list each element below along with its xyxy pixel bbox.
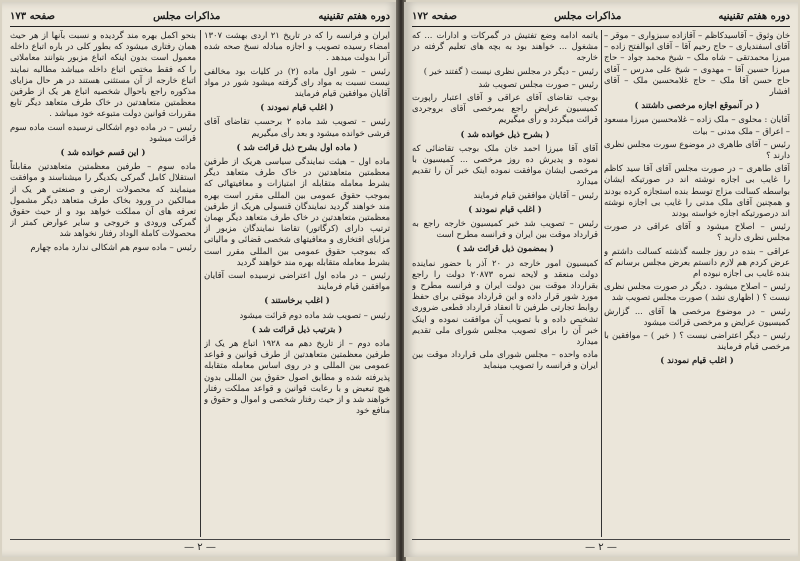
header-title: مذاکرات مجلس: [554, 10, 622, 22]
column-divider: [200, 30, 201, 537]
note: ( بترتیب ذیل قرائت شد ): [251, 323, 343, 334]
paragraph: رئیس – دیگر اعتراضی نیست ؟ ( خیر ) – موافقین با مرخصی قیام فرمایند: [604, 330, 790, 352]
paragraph: رئیس – آقایان موافقین قیام فرمایند: [473, 189, 598, 200]
footer-rule: [10, 539, 390, 540]
header-series: دوره هفتم تقنینیه: [318, 10, 390, 22]
column-left: [412, 30, 598, 537]
note: ( اغلب قیام نمودند ): [660, 355, 734, 366]
note: ( اغلب قیام نمودند ): [468, 203, 542, 214]
note: ( بمضمون ذیل قرائت شد ): [456, 243, 554, 254]
paragraph: عراقی – بنده در روز جلسه گذشته کسالت داشتم و عرض کردم هم لازم دانستم بعرض مجلس برسانم که بنده غایب بی اجازه نبوده ام: [604, 245, 790, 279]
paragraph: کمیسیون امور خارجه در ۲۰ آذر با حضور نماینده دولت منعقد و لایحه نمره ۲۰۸۷۳ دولت را راجع بقرارداد موقت بین دولت ایران و فرانسه مطرح و مورد شور قرار داده و این قرارداد موقتی برای حفظ روابط تجارتی طرفین تا انعقاد قرارداد قطعی ضروری تشخیص داده و با تصویب آن موافقت نموده و اینک خبر آن را برای تصویب مجلس شورای ملی تقدیم میدارد: [412, 257, 598, 347]
header-page-number: صفحه ۱۷۲: [412, 10, 457, 22]
text-columns: [412, 30, 790, 537]
page-header: [412, 8, 790, 24]
paragraph: ماده اول – هیئت نمایندگی سیاسی هریک از طرفین معظمتین متعاهدتین در خاک طرف متعاهد دیگر بشرط معامله متقابله از امتیازات و معافیتهائی که بموجب حقوق عمومی بین المللی مقرر است بهره مند خواهند گردید نمایندگان قنسولی هریک از طرفین معظمتین متعاهدتین در خاک طرف متعاهد دیگر بهمان ترتیب دارای (کرگاتور) تقاضا نمایندگان مزبور از مزایای افتخاری و معافیتهای شخصی قضائی و مالیاتی که بموجب حقوق عمومی بین المللی مقرر است بشرط معامله متقابله بهره مند خواهند گردید: [204, 156, 390, 267]
paragraph: بنحو اکمل بهره مند گردیده و نسبت بآنها از هر حیث همان رفتاری میشود که بطور کلی در باره اتباع داخله معمول است بدون اینکه اتباع مزبور بتوانند معاملاتی را که فقط مختص اتباع داخله میباشد مطالبه نمایند اتباع خارجه از آن مستثنی هستند در هر حال مزایای مذکوره راجع باحوال شخصیه اتباع هر یک از طرفین معظمتین متعاهدتین در خاک طرف متعاهد دیگر تابع مقررات قوانین دولت متبوعه خود میباشد .: [10, 30, 196, 119]
paragraph: آقای آقا میرزا احمد خان ملک بوجب تقاضائی که نموده و پدیرش ده روز مرخصی ... کمیسیون با مرخصی ایشان موافقت نموده اینک خبر آن را تقدیم میدارد: [412, 142, 598, 187]
paragraph: ماده دوم – از تاریخ دهم مه ۱۹۲۸ اتباع هر یک از طرفین معظمتین متعاهدتین از طرف قوانین و قواعد عمومی بین المللی و در روی اساس معامله متقابله پذیرفته شده و مطابق اصول حقوق بین المللی بدون هیچ تبعیض و با رعایت قوانین و قواعد مملکت رفتار خواهند شد و از حیث رفتار شخصی و اموال و حقوق و منافع خود: [204, 338, 390, 416]
column-left: [10, 30, 196, 537]
paragraph: رئیس – ماده سوم هم اشکالی ندارد ماده چهارم: [30, 241, 196, 252]
paragraph: آقای طاهری – در صورت مجلس آقای آقا سید کاظم را غایب بی اجازه نوشته اند در صورتیکه ایشان بواسطه کسالت مزاج توسط بنده استجازه کرده بودند و همچنین آقای ملک مدنی را غایب بی اجازه نوشته اند درصورتیکه اجازه خواسته بودند: [604, 163, 790, 219]
paragraph: خان وثوق – آقاسیدکاظم – آقازاده سبزواری – موقر – آقای اسفندیاری – حاج رحیم آقا – آقای ابوالفتح زاده – میرزا محمدتقی – شاه ملک – شیخ محمد جواد – حاج میرزا حسین آقا – مهدوی – شیخ علی مدرس – آقای حاج حسن آقا ملک – حاج غلامحسین ملک – آقای افشار: [604, 30, 790, 97]
column-right: [604, 30, 790, 537]
paragraph: ماده سوم – طرفین معظمتین متعاهدتین مقابلتاً استقلال کامل گمرکی یکدیگر را میشناسند و موافقت مینمایند که محصولات ارضی و صنعتی هر یک از ممالکین در ورود بخاک طرف متعاهد دیگر مشمول تعرفه های آن مملکت خواهد بود و از حیث حقوق گمرکی ورودی و خروجی و سایر عوارض کمتر از محصولات کاملة الوداد رفتار نخواهد شد: [10, 161, 196, 239]
header-series: دوره هفتم تقنینیه: [718, 10, 790, 22]
note: ( اغلب قیام نمودند ): [260, 102, 334, 113]
paragraph: رئیس – صورت مجلس تصویب شد: [478, 78, 598, 89]
text-columns: [10, 30, 390, 537]
paragraph: رئیس – تصویب شد ماده دوم قرائت میشود: [239, 309, 390, 320]
paragraph: رئیس – در ماده اول اعتراضی نرسیده است آقایان موافقین قیام فرمایند: [204, 270, 390, 292]
page-172: [404, 2, 798, 557]
header-title: مذاکرات مجلس: [153, 10, 221, 22]
paragraph: یاتمه ادامه وضع تفتیش در گمرکات و ادارات ... که مشغول ... خواهند بود به بچه های تعلیم گرفته در خارجه: [412, 30, 598, 63]
column-right: [204, 30, 390, 537]
paragraph: رئیس – آقای طاهری در موضوع سورت مجلس نظری دارند ؟: [604, 138, 790, 161]
paragraph: رئیس – تصویب شد خبر کمیسیون خارجه راجع به قرارداد موقت بین ایران و فرانسه مطرح است: [412, 218, 598, 240]
paragraph: رئیس – تصویب شد ماده ۲ برحسب تقاضای آقای فرشی خوانده میشود و بعد رأی میگیریم: [204, 116, 390, 138]
paragraph: بوجب تقاضای آقای عراقی و آقای اعتبار راپورت کمیسیون عرایض راجع بمرخصی آقای بروجردی قرائت میگردد و رأی میگیریم: [412, 92, 598, 125]
paragraph: آقایان : محلوی – ملک زاده – غلامحسین میرزا مسعود – اعراق – ملک مدنی – بیات: [604, 114, 790, 136]
note: ( ماده اول بشرح ذیل قرائت شد ): [236, 141, 358, 152]
page-footer-number: — ۲ —: [184, 542, 216, 553]
paragraph: رئیس – شور اول ماده (۲) در کلیات بود مخالفی نیست نسبت به مواد رای گرفته میشود شور در مواد آقایان موافقین قیام فرمایند: [204, 65, 390, 99]
column-divider: [601, 30, 602, 537]
page-173: [2, 2, 398, 557]
note: ( بشرح ذیل خوانده شد ): [460, 128, 550, 139]
paragraph: رئیس – دیگر در مجلس نظری نیست ( گفتند خیر ): [423, 65, 598, 76]
note: ( این قسم خوانده شد ): [60, 147, 146, 158]
paragraph: رئیس – در موضوع مرخصی ها آقای ... گزارش کمیسیون عرایض و مرخصی قرائت میشود: [604, 305, 790, 327]
header-rule: [10, 26, 390, 27]
note: ( در آنموقع اجازه مرخصی داشتند ): [634, 100, 760, 111]
page-footer-number: — ۲ —: [585, 542, 617, 553]
note: ( اغلب برخاستند ): [264, 295, 330, 306]
header-page-number: صفحه ۱۷۳: [10, 10, 55, 22]
footer-rule: [412, 539, 790, 540]
paragraph: ایران و فرانسه را که در تاریخ ۲۱ اردی بهشت ۱۳۰۷ امضاء رسیده تصویب و اجازه مبادله نسخ صحه شده آنرا بدولت میدهد .: [204, 30, 390, 63]
paragraph: رئیس – اصلاح میشود . دیگر در صورت مجلس نظری نیست ؟ ( اظهاری نشد ) صورت مجلس تصویب شد: [604, 281, 790, 303]
header-rule: [412, 26, 790, 27]
paragraph: رئیس – اصلاح میشود و آقای عراقی در صورت مجلس نظری دارید ؟: [604, 221, 790, 243]
paragraph: رئیس – در ماده دوم اشکالی نرسیده است ماده سوم قرائت میشود: [10, 121, 196, 143]
page-header: [10, 8, 390, 24]
paragraph: ماده واحده – مجلس شورای ملی قرارداد موقت بین ایران و فرانسه را تصویب مینماید: [412, 349, 598, 371]
